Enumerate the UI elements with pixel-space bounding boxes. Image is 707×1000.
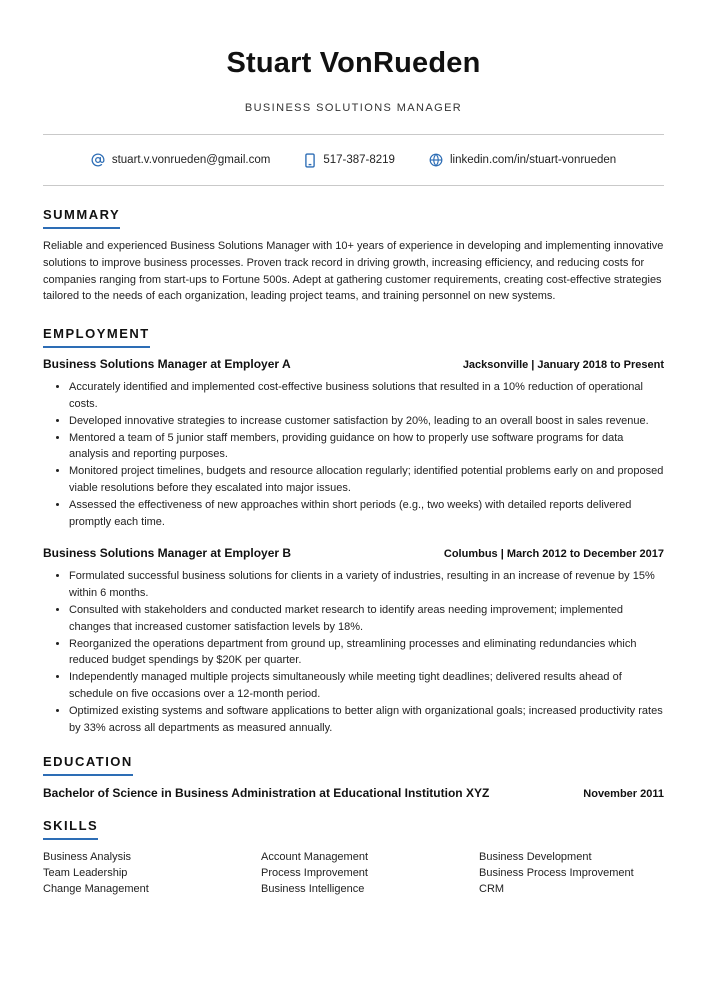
employment-heading: EMPLOYMENT <box>43 326 150 348</box>
contact-phone[interactable] <box>304 153 395 168</box>
job-title: Business Solutions Manager at Employer A <box>43 357 291 372</box>
list-item: • Independently managed multiple projects simultaneously while meeting tight deadlines; delivered results ahead of schedule on five occasions over a 12-month period. <box>69 669 664 703</box>
employment-section <box>43 325 664 736</box>
candidate-title: BUSINESS SOLUTIONS MANAGER <box>244 102 463 114</box>
phone-text: 517-387-8219 <box>323 154 395 166</box>
education-section <box>43 753 664 800</box>
list-item: • Developed innovative strategies to increase customer satisfaction by 20%, leading to an overall boost in sales revenue. <box>69 413 664 430</box>
skills-heading: SKILLS <box>43 818 98 840</box>
skills-section <box>43 817 664 897</box>
job-entry <box>43 546 664 736</box>
summary-heading: SUMMARY <box>43 207 120 229</box>
job-entry <box>43 357 664 530</box>
job-location-dates: Jacksonville | January 2018 to Present <box>462 359 664 372</box>
list-item: • Mentored a team of 5 junior staff members, providing guidance on how to properly use software programs for data analysis and reporting purposes. <box>69 430 664 464</box>
job-bullets <box>43 379 664 530</box>
skill-item: Process Improvement <box>261 867 368 880</box>
degree-title: Bachelor of Science in Business Administration at Educational Institution XYZ <box>43 786 490 801</box>
globe-icon <box>429 153 443 167</box>
list-item: • Formulated successful business solutions for clients in a variety of industries, resulting in an increase of revenue by 15% within 6 months. <box>69 568 664 602</box>
job-bullets <box>43 568 664 736</box>
linkedin-text: linkedin.com/in/stuart-vonrueden <box>449 154 617 166</box>
graduation-date: November 2011 <box>583 788 664 801</box>
skill-item: Change Management <box>43 883 149 896</box>
contact-email[interactable] <box>91 153 270 167</box>
summary-section <box>43 206 664 305</box>
at-sign-icon <box>91 153 105 167</box>
contact-bar <box>43 134 664 186</box>
skill-item: Account Management <box>261 851 369 864</box>
education-heading: EDUCATION <box>43 754 133 776</box>
list-item: • Reorganized the operations department from ground up, streamlining processes and eliminating redundancies which reduced budget spendings by $20K per quarter. <box>69 636 664 670</box>
candidate-name: Stuart VonRueden <box>226 47 481 79</box>
skill-item: Business Process Improvement <box>479 867 634 880</box>
list-item: • Accurately identified and implemented cost-effective business solutions that resulted in a 10% reduction of operational costs. <box>69 379 664 413</box>
job-location-dates: Columbus | March 2012 to December 2017 <box>443 548 664 561</box>
skill-item: Business Development <box>479 851 592 864</box>
summary-text: Reliable and experienced Business Solutions Manager with 10+ years of experience in developing and implementing innovative solutions to improve business processes. Proven track record in driving growth, increasing efficiency, and reducing costs for companies ranging from start-ups to Fortune 500s. Adept at gathering customer requirements, creating cost-effective strategies tailored to the needs of each organization, leading project teams, and training personnel on new systems. <box>43 240 664 303</box>
list-item: • Monitored project timelines, budgets and resource allocation regularly; identified potential problems early on and proposed viable resolutions before they escalated into major issues. <box>69 463 664 497</box>
mobile-phone-icon <box>304 153 316 168</box>
job-title: Business Solutions Manager at Employer B <box>43 546 292 561</box>
skill-item: Business Intelligence <box>261 883 365 896</box>
email-text: stuart.v.vonrueden@gmail.com <box>111 154 271 166</box>
list-item: • Assessed the effectiveness of new approaches within short periods (e.g., two weeks) with detailed reports delivered promptly each time. <box>69 497 664 531</box>
skill-item: Team Leadership <box>43 867 128 880</box>
list-item: • Consulted with stakeholders and conducted market research to identify areas needing improvement; implemented changes that increased customer satisfaction levels by 18%. <box>69 602 664 636</box>
skill-item: CRM <box>479 883 505 896</box>
skill-item: Business Analysis <box>43 851 132 864</box>
skills-grid <box>43 849 664 897</box>
list-item: • Optimized existing systems and software applications to better align with organizational goals; increased productivity rates by 33% across all departments as measured annually. <box>69 703 664 737</box>
contact-linkedin[interactable] <box>429 153 616 167</box>
